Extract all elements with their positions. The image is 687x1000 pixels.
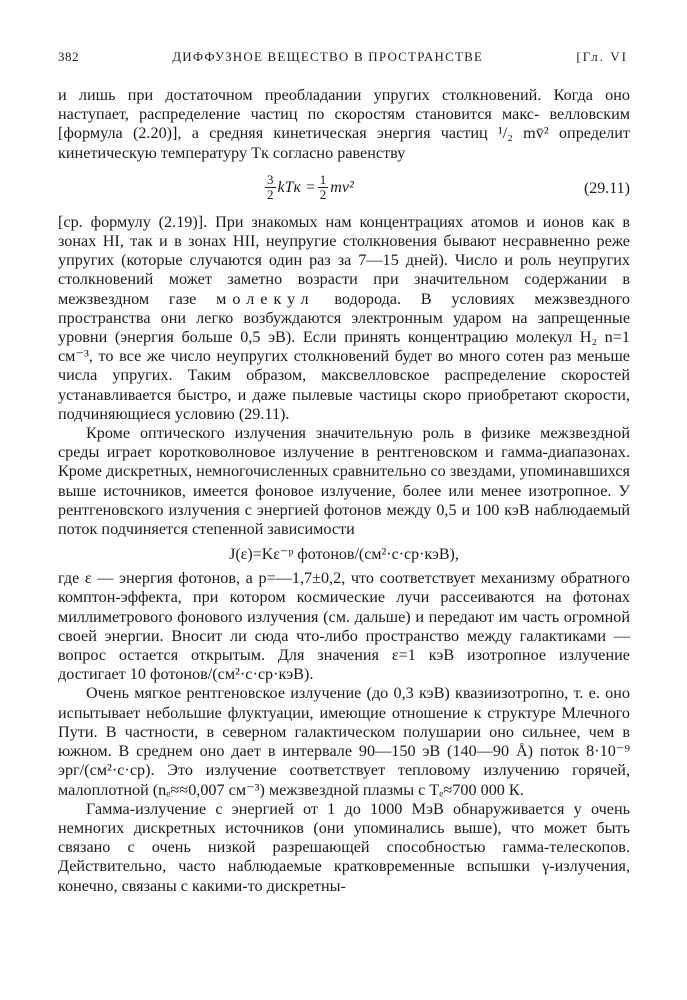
paragraph-1 <box>58 86 630 163</box>
paragraph-6: Гамма-излучение с энергией от 1 до 1000 МэВ обнаруживается у очень немногих дискретных источников (они упоминались выше), что может быть связано с очень низкой разрешающей способностью гамма-телескопов. Действительно, часто наблюдаемые кратковременные вспышки γ-излучения, конечно, связаны с какими-то дискретны- <box>58 799 630 895</box>
spaced-word: молекул <box>216 289 315 308</box>
chapter-label: [Гл. VI <box>576 49 628 64</box>
paragraph-2-text: [ср. формулу (2.19)]. При знакомых нам концентрациях атомов и ионов как в зонах HI, так и в зонах HII, неупругие столкновения бывают несравненно реже упругих (которые случаются один раз за 7—15 дней). Число и роль неупругих столкновений может заметно возрасти при значительном содержании в межзвездном газе <box>58 212 630 308</box>
fraction-right <box>318 173 329 202</box>
equation-number: (29.11) <box>583 179 630 197</box>
running-header <box>58 48 630 66</box>
fraction-left-numerator: 3 <box>267 172 274 188</box>
paragraph-1-line-4: ¹/₂ mv̄² определит кинетическую температуру Tк согласно равенству <box>58 124 630 162</box>
formula-body <box>263 169 354 207</box>
running-title: ДИФФУЗНОЕ ВЕЩЕСТВО В ПРОСТРАНСТВЕ <box>172 49 484 64</box>
book-page <box>58 48 630 896</box>
fraction-right-numerator: 1 <box>319 172 327 188</box>
page-number: 382 <box>58 49 79 64</box>
formula-flux: J(ε)=Kε⁻ᵖ фотонов/(см²·с·ср·кэВ), <box>229 546 459 564</box>
paragraph-2-rest: водорода. В условиях межзвездного пространства они легко возбуждаются электронным ударом на запрещенные уровни (энергия больше 0,5 эВ). Если принять концентрацию молекул H₂ n=1 см⁻³, то все же число неупругих столкновений будет во много сотен раз меньше числа упругих. Таким образом, максвелловское распределение скоростей устанавливается быстро, и даже пылевые частицы скоро приобретают скорости, подчиняющиеся условию (29.11). <box>58 289 630 423</box>
fraction-right-denominator: 2 <box>319 187 327 203</box>
paragraph-5: Очень мягкое рентгеновское излучение (до 0,3 кэВ) квазиизотропно, т. е. оно испытывает небольшие флуктуации, имеющие отношение к структуре Млечного Пути. В частности, в северном галактическом полушарии оно сильнее, чем в южном. В среднем оно дает в интервале 90—150 эВ (140—90 Å) поток 8·10⁻⁹ эрг/(см²·с·ср). Это излучение соответствует тепловому излучению горячей, малоплотной (nₑ≈≈0,007 см⁻³) межзвездной плазмы с Tₑ≈700 000 К. <box>58 684 630 799</box>
fraction-left <box>265 173 276 202</box>
formula-29-11 <box>58 169 630 207</box>
formula-right: mv² <box>330 179 354 197</box>
paragraph-4: где ε — энергия фотонов, а p=—1,7±0,2, что соответствует механизму обратного комптон-эффекта, при котором космические лучи рассеиваются на фотонах миллиметрового фонового излучения (см. дальше) и передают им часть огромной своей энергии. Вносит ли сюда что-либо пространство между галактиками — вопрос остается открытым. Для значения ε=1 кэВ изотропное излучение достигает 10 фотонов/(см²·с·ср·кэВ). <box>58 569 630 684</box>
paragraph-3: Кроме оптического излучения значительную роль в физике межзвездной среды играет коротковолновое излучение в рентгеновском и гамма-диапазонах. Кроме дискретных, немногочисленных сравнительно со звездами, упоминавшихся выше источников, имеется фоновое излучение, более или менее изотропное. У рентгеновского излучения с энергией фотонов между 0,5 и 100 кэВ наблюдаемый поток подчиняется степенной зависимости <box>58 424 630 539</box>
paragraph-1-line-2: оно наступает, распределение частиц по скоростям становится макс- <box>58 86 630 124</box>
body-text <box>58 86 630 896</box>
paragraph-1-line-1: и лишь при достаточном преобладании упругих столкновений. Когда <box>58 86 593 104</box>
paragraph-2 <box>58 213 630 424</box>
fraction-left-denominator: 2 <box>267 187 274 203</box>
formula-middle: kTк = <box>277 179 316 197</box>
paragraph-1-line-3: велловским [формула (2.20)], а средняя кинетическая энергия частиц <box>58 105 630 143</box>
